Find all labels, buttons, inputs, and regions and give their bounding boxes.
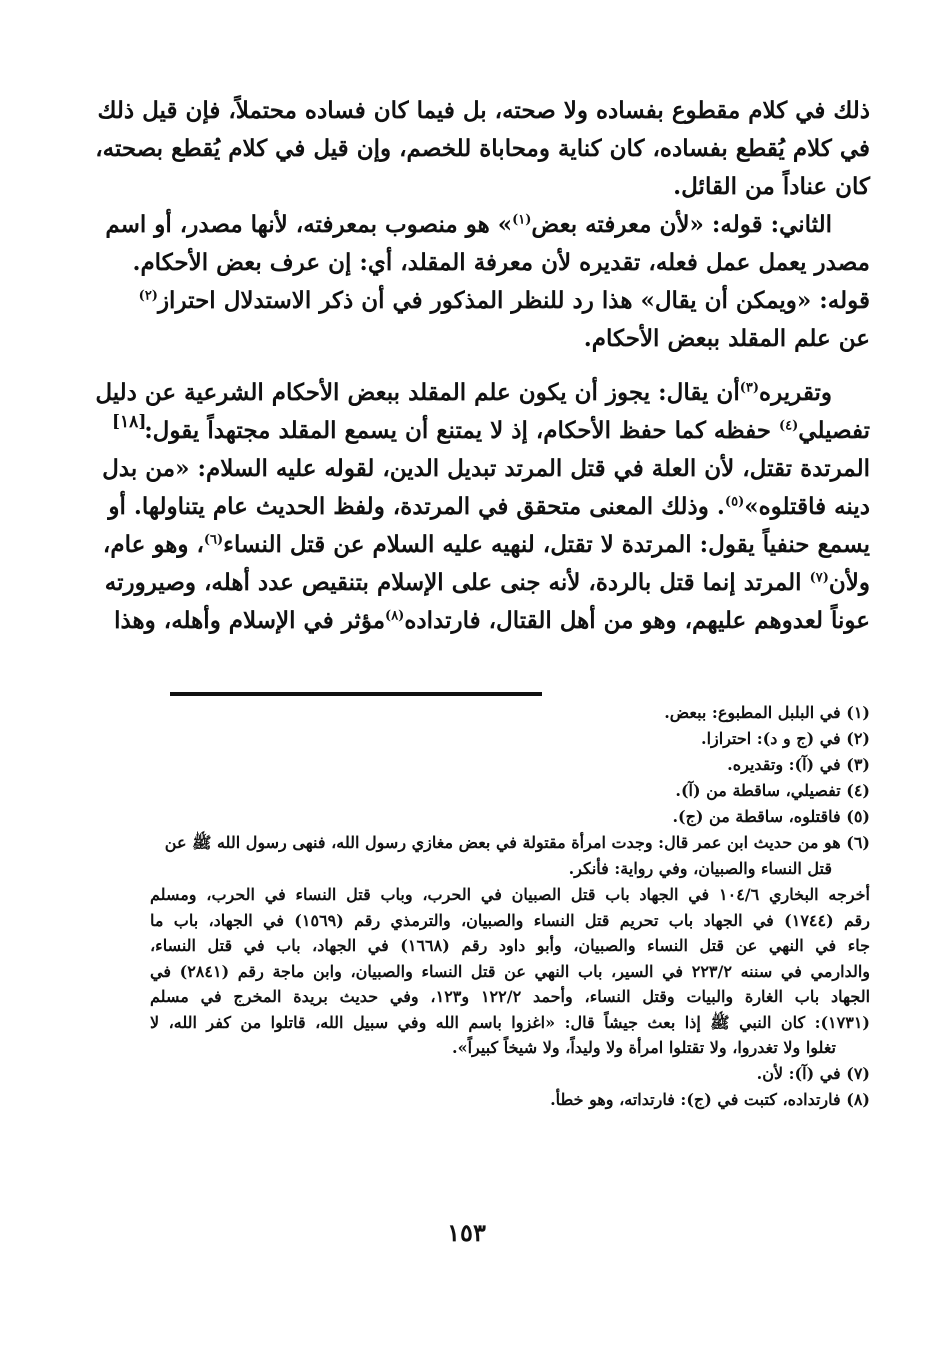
- page-number: ١٥٣: [447, 1218, 486, 1247]
- footnote-6-citation: جاء في النهي عن قتل النساء والصبيان، وأبو داود رقم (١٦٦٨) في الجهاد، باب في قتل النساء،: [150, 936, 870, 955]
- footnote-6-citation: والدارمي في سننه ٢٢٣/٢ في السير، باب النهي عن قتل النساء والصبيان، وابن ماجة رقم (٢٨٤١) في: [150, 961, 871, 981]
- text-line: عوناً لعدوهم عليهم، وهو من أهل القتال، فارتداده$^{(٨)}$مؤثر في الإسلام وأهله، وهذا: [114, 607, 870, 634]
- footnote-6-citation: رقم (١٧٤٤) في الجهاد باب تحريم قتل النساء والصبيان، والترمذي رقم (١٥٦٩) في الجهاد، باب ما: [150, 910, 871, 930]
- footnote-2: (٢) في (ج و د): احترازا.: [701, 729, 870, 748]
- text-line: قوله: «ويمكن أن يقال» هذا رد للنظر المذكور في أن ذكر الاستدلال احتراز$^{(٢)}$: [138, 287, 870, 314]
- footnote-6-citation: الجهاد باب الغارة والبيات وقتل النساء، وأحمد ١٢٢/٢ و١٢٣، وفي حديث بريدة المخرج في مسلم: [150, 987, 871, 1006]
- footnote-ref: (١): [512, 212, 532, 228]
- footnote-6: (٦) هو من حديث ابن عمر قال: وجدت امرأة مقتولة في بعض مغازي رسول الله، فنهى رسول الله ﷺ عن: [164, 833, 870, 852]
- footnote-ref: (٦): [203, 532, 224, 548]
- footnote-separator: [170, 692, 542, 696]
- text-line: تفصيلي$^{(٤)}$ حفظه كما حفظ الأحكام، إذ لا يمتنع أن يسمع المقلد مجتهداً يقول:: [144, 417, 870, 444]
- footnote-6-citation: أخرجه البخاري ١٠٤/٦ في الجهاد باب قتل الصبيان في الحرب، وباب قتل النساء في الحرب، ومسلم: [150, 885, 871, 904]
- footnote-1: (١) في البلبل المطبوع: ببعض.: [664, 703, 870, 722]
- text-line: في كلام يُقطع بفساده، كان كناية ومحاباة للخصم، وإن قيل في كلام يُقطع بصحته،: [95, 135, 870, 162]
- text-line: عن علم المقلد ببعض الأحكام.: [583, 325, 870, 352]
- footnote-6-citation: (١٧٣١): كان النبي ﷺ إذا بعث جيشاً قال: «اغزوا باسم الله وفي سبيل الله، قاتلوا من كفر الله، لا: [150, 1012, 870, 1032]
- footnote-4: (٤) تفصيلي، ساقطة من (آ).: [675, 781, 870, 800]
- text-line: ذلك في كلام مقطوع بفساده ولا صحته، بل فيما كان فساده محتملاً، فإن قيل ذلك: [97, 97, 870, 124]
- footnote-ref: (٨): [385, 608, 405, 624]
- text-line: كان عناداً من القائل.: [673, 173, 870, 200]
- footnote-8: (٨) فارتداده، كتبت في (ج): فارتداته، وهو خطأ.: [550, 1089, 870, 1109]
- footnotes: [150, 700, 870, 1113]
- text-line: المرتدة تقتل، لأن العلة في قتل المرتد تبديل الدين، لقوله عليه السلام: «من بدل: [102, 455, 870, 482]
- footnote-ref: (٢): [138, 288, 158, 304]
- footnote-6-citation: تغلوا ولا تغدروا، ولا تقتلوا امرأة ولا وليداً، ولا شيخاً كبيراً».: [452, 1038, 836, 1057]
- footnote-ref: (٤): [778, 418, 799, 434]
- footnote-ref: (٧): [809, 570, 829, 586]
- text-line: ولأن$^{(٧)}$ المرتد إنما قتل بالردة، لأنه جنى على الإسلام بتنقيص عدد أهله، وصيرورته: [104, 569, 870, 596]
- footnote-ref: (٥): [724, 494, 745, 510]
- text-line: دينه فاقتلوه»$^{(٥)}$. وذلك المعنى متحقق في المرتدة، ولفظ الحديث عام يتناولها. أو: [108, 493, 870, 520]
- text-line: الثاني: قوله: «لأن معرفته بعض$^{(١)}$» هو منصوب بمعرفته، لأنها مصدر، أو اسم: [105, 211, 832, 238]
- footnote-5: (٥) فاقتلوه، ساقطة من (ج).: [672, 807, 870, 826]
- margin-reference: [١٨]: [112, 412, 147, 432]
- footnote-ref: (٣): [739, 380, 760, 396]
- text-line: وتقريره$^{(٣)}$أن يقال: يجوز أن يكون علم المقلد ببعض الأحكام الشرعية عن دليل: [95, 379, 832, 406]
- text-line: مصدر يعمل عمل فعله، تقديره لأن معرفة المقلد، أي: إن عرف بعض الأحكام.: [132, 249, 870, 276]
- footnote-7: (٧) في (آ): لأن.: [756, 1063, 870, 1083]
- footnote-6-continued: قتل النساء والصبيان، وفي رواية: فأنكر.: [568, 859, 832, 878]
- text-line: يسمع حنفياً يقول: المرتدة لا تقتل، لنهيه عليه السلام عن قتل النساء$^{(٦)}$، وهو عام،: [102, 531, 870, 558]
- footnote-3: (٣) في (آ): وتقديره.: [727, 755, 870, 774]
